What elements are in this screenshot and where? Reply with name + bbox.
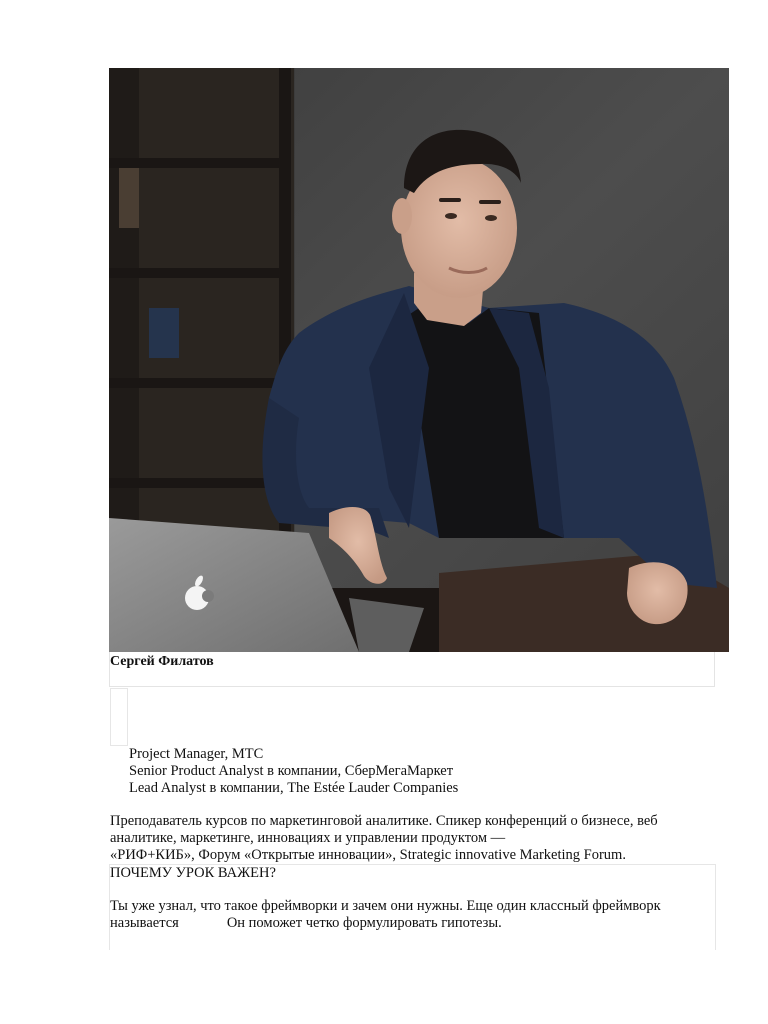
lesson-line-start: называется bbox=[110, 915, 179, 931]
empty-table-cell bbox=[110, 688, 128, 746]
lesson-text bbox=[110, 898, 661, 932]
lesson-line bbox=[110, 915, 661, 932]
speaker-name: Сергей Филатов bbox=[110, 654, 214, 669]
speaker-bio bbox=[110, 813, 710, 864]
lesson-line-end: Он поможет четко формулировать гипотезы. bbox=[226, 915, 502, 931]
roles-list bbox=[129, 746, 458, 797]
bio-line: «РИФ+КИБ», Форум «Открытые инновации», Strategic innovative Marketing Forum. bbox=[110, 847, 626, 863]
lesson-line: Ты уже узнал, что такое фреймворки и зачем они нужны. Еще один классный фреймворк bbox=[110, 898, 661, 914]
lesson-heading: ПОЧЕМУ УРОК ВАЖЕН? bbox=[110, 865, 276, 881]
role-item: Project Manager, МТС bbox=[129, 746, 264, 762]
bio-line: Преподаватель курсов по маркетинговой аналитике. Спикер конференций о бизнесе, веб bbox=[110, 813, 658, 829]
speaker-photo bbox=[109, 68, 729, 652]
bio-line: аналитике, маркетинге, инновациях и управлении продуктом — bbox=[110, 830, 506, 846]
role-item: Senior Product Analyst в компании, СберМегаМаркет bbox=[129, 763, 454, 779]
role-item: Lead Analyst в компании, The Estée Lauder Companies bbox=[129, 780, 459, 796]
